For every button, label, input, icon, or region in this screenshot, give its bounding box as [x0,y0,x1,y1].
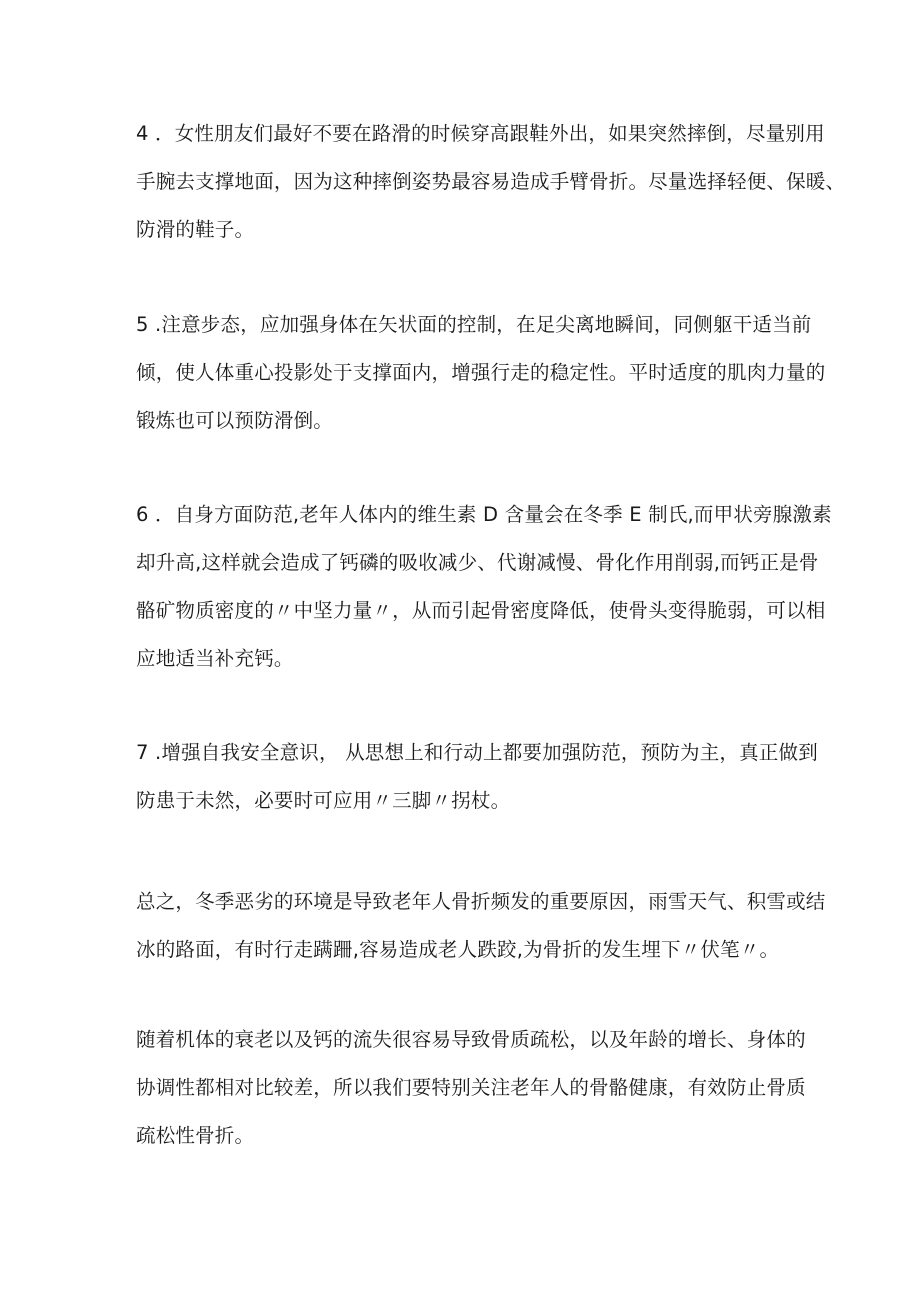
text-line: 疏松性骨折。 [136,1124,255,1147]
text-line: 7 .增强自我安全意识， 从思想上和行动上都要加强防范，预防为主，真正做到 [136,741,818,764]
text-line: 随着机体的衰老以及钙的流失很容易导致骨质疏松，以及年龄的增长、身体的 [136,1028,806,1051]
paragraph-7 [136,729,818,825]
paragraph-summary [136,878,826,974]
text-line: 5 .注意步态，应加强身体在矢状面的控制，在足尖离地瞬间，同侧躯干适当前 [136,313,812,336]
paragraph-conclusion [136,1016,806,1160]
text-line: 应地适当补充钙。 [136,647,294,670]
text-line: 协调性都相对比较差，所以我们要特别关注老年人的骨骼健康，有效防止骨质 [136,1076,806,1099]
text-line: 却升高,这样就会造成了钙磷的吸收减少、代谢减慢、骨化作用削弱,而钙正是骨 [136,551,819,574]
paragraph-6 [136,491,832,683]
text-line: 倾，使人体重心投影处于支撑面内，增强行走的稳定性。平时适度的肌肉力量的 [136,361,826,384]
text-line: 防患于未然，必要时可应用〃三脚〃拐杖。 [136,789,511,812]
text-line: 6 ．自身方面防范,老年人体内的维生素 D 含量会在冬季 E 制氏,而甲状旁腺激素 [136,503,832,526]
text-line: 4 ．女性朋友们最好不要在路滑的时候穿高跟鞋外出，如果突然摔倒，尽量别用 [136,122,825,145]
text-line: 手腕去支撑地面，因为这种摔倒姿势最容易造成手臂骨折。尽量选择轻便、保暖、 [136,170,846,193]
text-line: 冰的路面，有时行走蹒跚,容易造成老人跌跤,为骨折的发生埋下〃伏笔〃。 [136,938,780,961]
text-line: 总之，冬季恶劣的环境是导致老年人骨折频发的重要原因，雨雪天气、积雪或结 [136,890,826,913]
text-line: 骼矿物质密度的〃中坚力量〃，从而引起骨密度降低，使骨头变得脆弱，可以相 [136,599,826,622]
text-line: 锻炼也可以预防滑倒。 [136,409,334,432]
paragraph-5 [136,301,826,445]
paragraph-4 [136,110,846,254]
text-line: 防滑的鞋子。 [136,218,255,241]
